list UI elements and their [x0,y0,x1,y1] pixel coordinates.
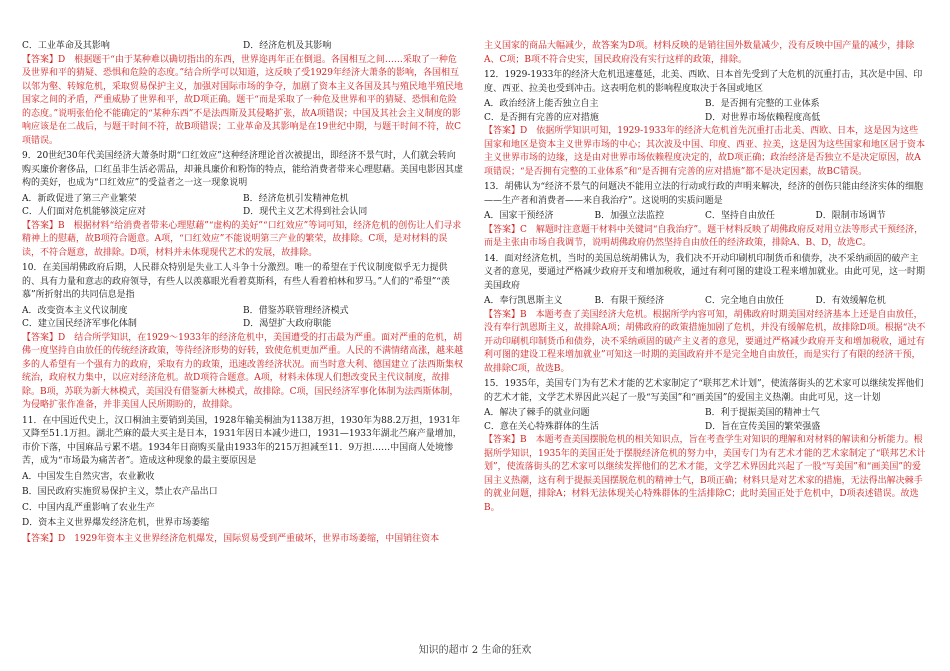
option: D．旨在宣传美国的繁荣强盛 [705,421,821,432]
q12-options-row [484,112,926,126]
answer-8: 【答案】D 根据题干“由于某种难以确切指出的东西，世界迩再年正在倒退。各国相互之间……采取了一种危及世界和平的猜疑、恐惧和危险的态度。”结合所学可以知道，这反映了受1929年经济大萧条的影响，各国相互以邻为壑、转嫁危机，采取贸易保护主义，加强对国际市场的争夺，加剧了资本主义各国及其与殖民地半殖民地国家之间的矛盾，严重威胁了世界和平，故D项正确。题干“而是采取了一种危及世界和平的猜疑、恐惧和危险的态度。”说明张伯伦不能确定的“某种东西”不是法西斯及其侵略扩张，故A项错误；中国及其社会主义制度的影响应该是在二战后，与题干时间不符，故B项错误；工业革命及其影响是在19世纪中期，与题干时间不符，故C项错误。 [22,54,464,146]
option: B．加强立法监控 [594,211,665,221]
option: B．有限干预经济 [594,296,665,306]
option: A．改变资本主义代议制度 [22,305,128,316]
left-column [22,40,464,548]
option: C．是否拥有完善的应对措施 [484,112,599,123]
question-11: 11．在中国近代史上，汉口桐油主要销到美国，1928年输美桐油为1138万担，1930年为88.2万担，1931年又降至51.1万担。湖北苎麻的最大买主是日本，1931年因日本减少进口，1931—1933年湖北苎麻产量增加，市价下落，中国麻品亏累不堪。1934年日商购买量由1933年的215万担减至11．9万担……中国商人处境惨苦，成为“市场最为痛苦者”。造成这种现象的最主要原因是 [22,415,462,466]
option: B．是否拥有完整的工业体系 [705,99,820,109]
answer-9: 【答案】B 根据材料“给消费者带来心理慰藉”“虚构的美好”“口红效应”等词可知，经济危机的创伤让人们寻求精神上的慰藉，故B项符合题意。A项，“口红效应”不能说明第三产业的繁荣，故排除。C项，是对材料的误读，不符合题意，故排除。D项，材料并未体现现代艺术的发展，故排除。 [22,220,462,258]
q13-options-row [484,210,926,224]
option: D．资本主义世界爆发经济危机，世界市场萎缩 [22,518,210,528]
option: D．经济危机及其影响 [243,41,332,51]
option: D．限制市场调节 [815,211,886,221]
answer-15: 【答案】B 本题考查美国摆脱危机的相关知识点，旨在考查学生对知识的理解和对材料的解读和分析能力。根据所学知识，1935年的美国正处于摆脱经济危机的努力中，美国专门为有艺术才能的艺术家制定了“联邦艺术计划”，使流落街头的艺术家可以继续发挥他们的艺术才能，文学艺术界因此兴起了一股“写美国”和“画美国”的爱国主义热潮，这有利于提振美国摆脱危机的精神士气，B项正确；材料只是对艺术家的措施，无法得出解决棘手的就业问题，排除A；材料无法体现关心特殊群体的生活排除C；此时美国正处于危机中，D项表述错误。故选B。 [484,435,926,513]
option: C．人们面对危机能够淡定应对 [22,207,146,217]
answer-11-continued: 主义国家的商品大幅减少，故答案为D项。材料反映的是销往国外数量减少，没有反映中国产量的减少，排除A、C项；B项不符合史实，国民政府没有实行这样的政策，排除。 [484,41,915,65]
option: B．国民政府实施贸易保护主义，禁止农产品出口 [22,487,218,497]
option: B．利于提振美国的精神士气 [705,408,820,418]
q9-options-row [22,206,464,220]
option: C．完全地自由放任 [705,296,784,306]
question-12: 12．1929-1933年的经济大危机迅速蔓延，北美、西欧、日本首先受到了大危机的沉重打击，其次是中国、印度、西亚、拉美也受到冲击。这表明危机的影响程度取决于各国或地区 [484,70,923,94]
answer-11: 【答案】D 1929年资本主义世界经济危机爆发，国际贸易受到严重破坏，世界市场萎缩，中国销往资本 [22,533,440,544]
option: C．意在关心特殊群体的生活 [484,421,599,432]
question-14: 14．面对经济危机，当时的美国总统胡佛认为，我们决不开动印刷机印制货币和债券，决不采纳顽固的破产主义者的意见，要通过严格减少政府开支和增加税收，通过有利可图的建设工程来增加就业。由此可见，这一时期美国政府 [484,253,926,291]
option: A．新政促进了第三产业繁荣 [22,193,137,204]
q15-options-row [484,421,926,435]
option: B．借鉴苏联管理经济模式 [243,305,349,316]
option: D．对世界市场依赖程度高低 [705,112,821,123]
option: C．工业革命及其影响 [22,41,110,51]
q12-options-row [484,98,926,112]
option: A．政治经济上能否独立自主 [484,99,599,109]
option: A．解决了棘手的就业问题 [484,408,590,418]
option: D．渴望扩大政府职能 [243,319,332,329]
option: C．坚持自由放任 [705,211,775,221]
q10-options-row [22,318,464,332]
answer-14: 【答案】B 本题考查了美国经济大危机。根据所学内容可知，胡佛政府时期美国对经济基本上还是自由放任，没有奉行凯恩斯主义，故排除A项；胡佛政府的政策措施加剧了危机，并没有缓解危机，故排除D项。根据“决不开动印刷机印制货币和债券，决不采纳顽固的破产主义者的意见，要通过严格减少政府开支和增加税收，通过有利可图的建设工程来增加就业”可知这一时期的美国政府并不是完全地自由放任，而是实行了有限的经济干预，故排除C项，故选B。 [484,309,926,374]
option: D．有效缓解危机 [815,296,886,306]
option: C．中国内乱严重影响了农业生产 [22,502,155,513]
answer-12: 【答案】D 依据所学知识可知，1929-1933年的经济大危机首先沉重打击北美、西欧、日本，这是因为这些国家和地区是资本主义世界市场的中心；其次波及中国、印度、西亚、拉美，这是因为这些国家和地区居于资本主义世界市场的边缘，这是由对世界市场依赖程度决定的，故D项正确；政治经济是否独立不是决定原因，故A项错误；“是否拥有完整的工业体系”和“是否拥有完善的应对措施”都不是决定因素，故BC错误。 [484,126,926,177]
page-footer: 知识的超市 2 生命的狂欢 [418,645,532,656]
option: C．建立国民经济军事化体制 [22,319,137,329]
option: A．奉行凯恩斯主义 [484,296,563,306]
question-13: 13．胡佛认为“经济不景气的问题决不能用立法的行动或行政的声明来解决，经济的创伤只能由经济实体的细胞——生产者和消费者——来自我治疗”。这说明的实质问题是 [484,182,924,206]
answer-13: 【答案】C 解题时注意题干材料中关键词“自我治疗”。题干材料反映了胡佛政府反对用立法等形式干预经济，而是主张由市场自我调节，说明胡佛政府仍然坚持自由放任的经济政策，排除A、B、D，故选C。 [484,224,924,248]
q9-options-row [22,193,464,207]
q14-options-row [484,295,926,309]
option: D．现代主义艺术得到社会认同 [243,207,368,217]
option: A．中国发生自然灾害，农业歉收 [22,471,155,482]
q15-options-row [484,407,926,421]
q10-options-row [22,305,464,319]
option: B．经济危机引发精神危机 [243,193,349,204]
question-9: 9．20世纪30年代美国经济大萧条时期“口红效应”这种经济理论首次被提出，即经济不景气时，人们就会转向购买廉价奢侈品，口红虽非生活必需品，却兼具廉价和粉饰的特点，能给消费者带来心理慰藉。美国电影因其虚构的美好，也成为“口红效应”的受益者之一这一现象说明 [22,151,464,188]
q8-options-tail [22,40,464,54]
option: A．国家干预经济 [484,211,554,221]
question-15: 15．1935年，美国专门为有艺术才能的艺术家制定了“联邦艺术计划”，使流落街头的艺术家可以继续发挥他们的艺术才能，文学艺术界因此兴起了一股“写美国”和“画美国”的爱国主义热潮。由此可见，这一计划 [484,379,924,403]
question-10: 10．在美国胡佛政府后期，人民群众特别是失业工人斗争十分激烈。唯一的希望在于代议制度似乎无力提供的、具有力量和意志的政府领导，有些人以羡慕眼光看着莫斯科，有些人看着柏林和罗马。”人们的“希望”“羡慕”所折射出的共同信息是指 [22,263,450,300]
right-column [484,40,926,517]
answer-10: 【答案】D 结合所学知识，在1929～1933年的经济危机中，美国遭受的打击最为严重。面对严重的危机，胡佛一度坚持自由放任的传统经济政策，等待经济形势的好转，致使危机更加严重。人民的不满情绪高涨，越来越多的人希望有一个强有力的政府，采取有力的政策，迅速改善经济状况。而当时意大利、德国建立了法西斯集权统治，政府权力集中，以应对经济危机。故D项符合题意。A项，材料未体现人们想改变民主代议制度，故排除。B项，苏联为新大林模式，美国没有借鉴新大林模式，故排除。C项，国民经济军事化体制为法西斯体制，为侵略扩张作准备，并非美国人民所期盼的，故排除。 [22,332,464,410]
